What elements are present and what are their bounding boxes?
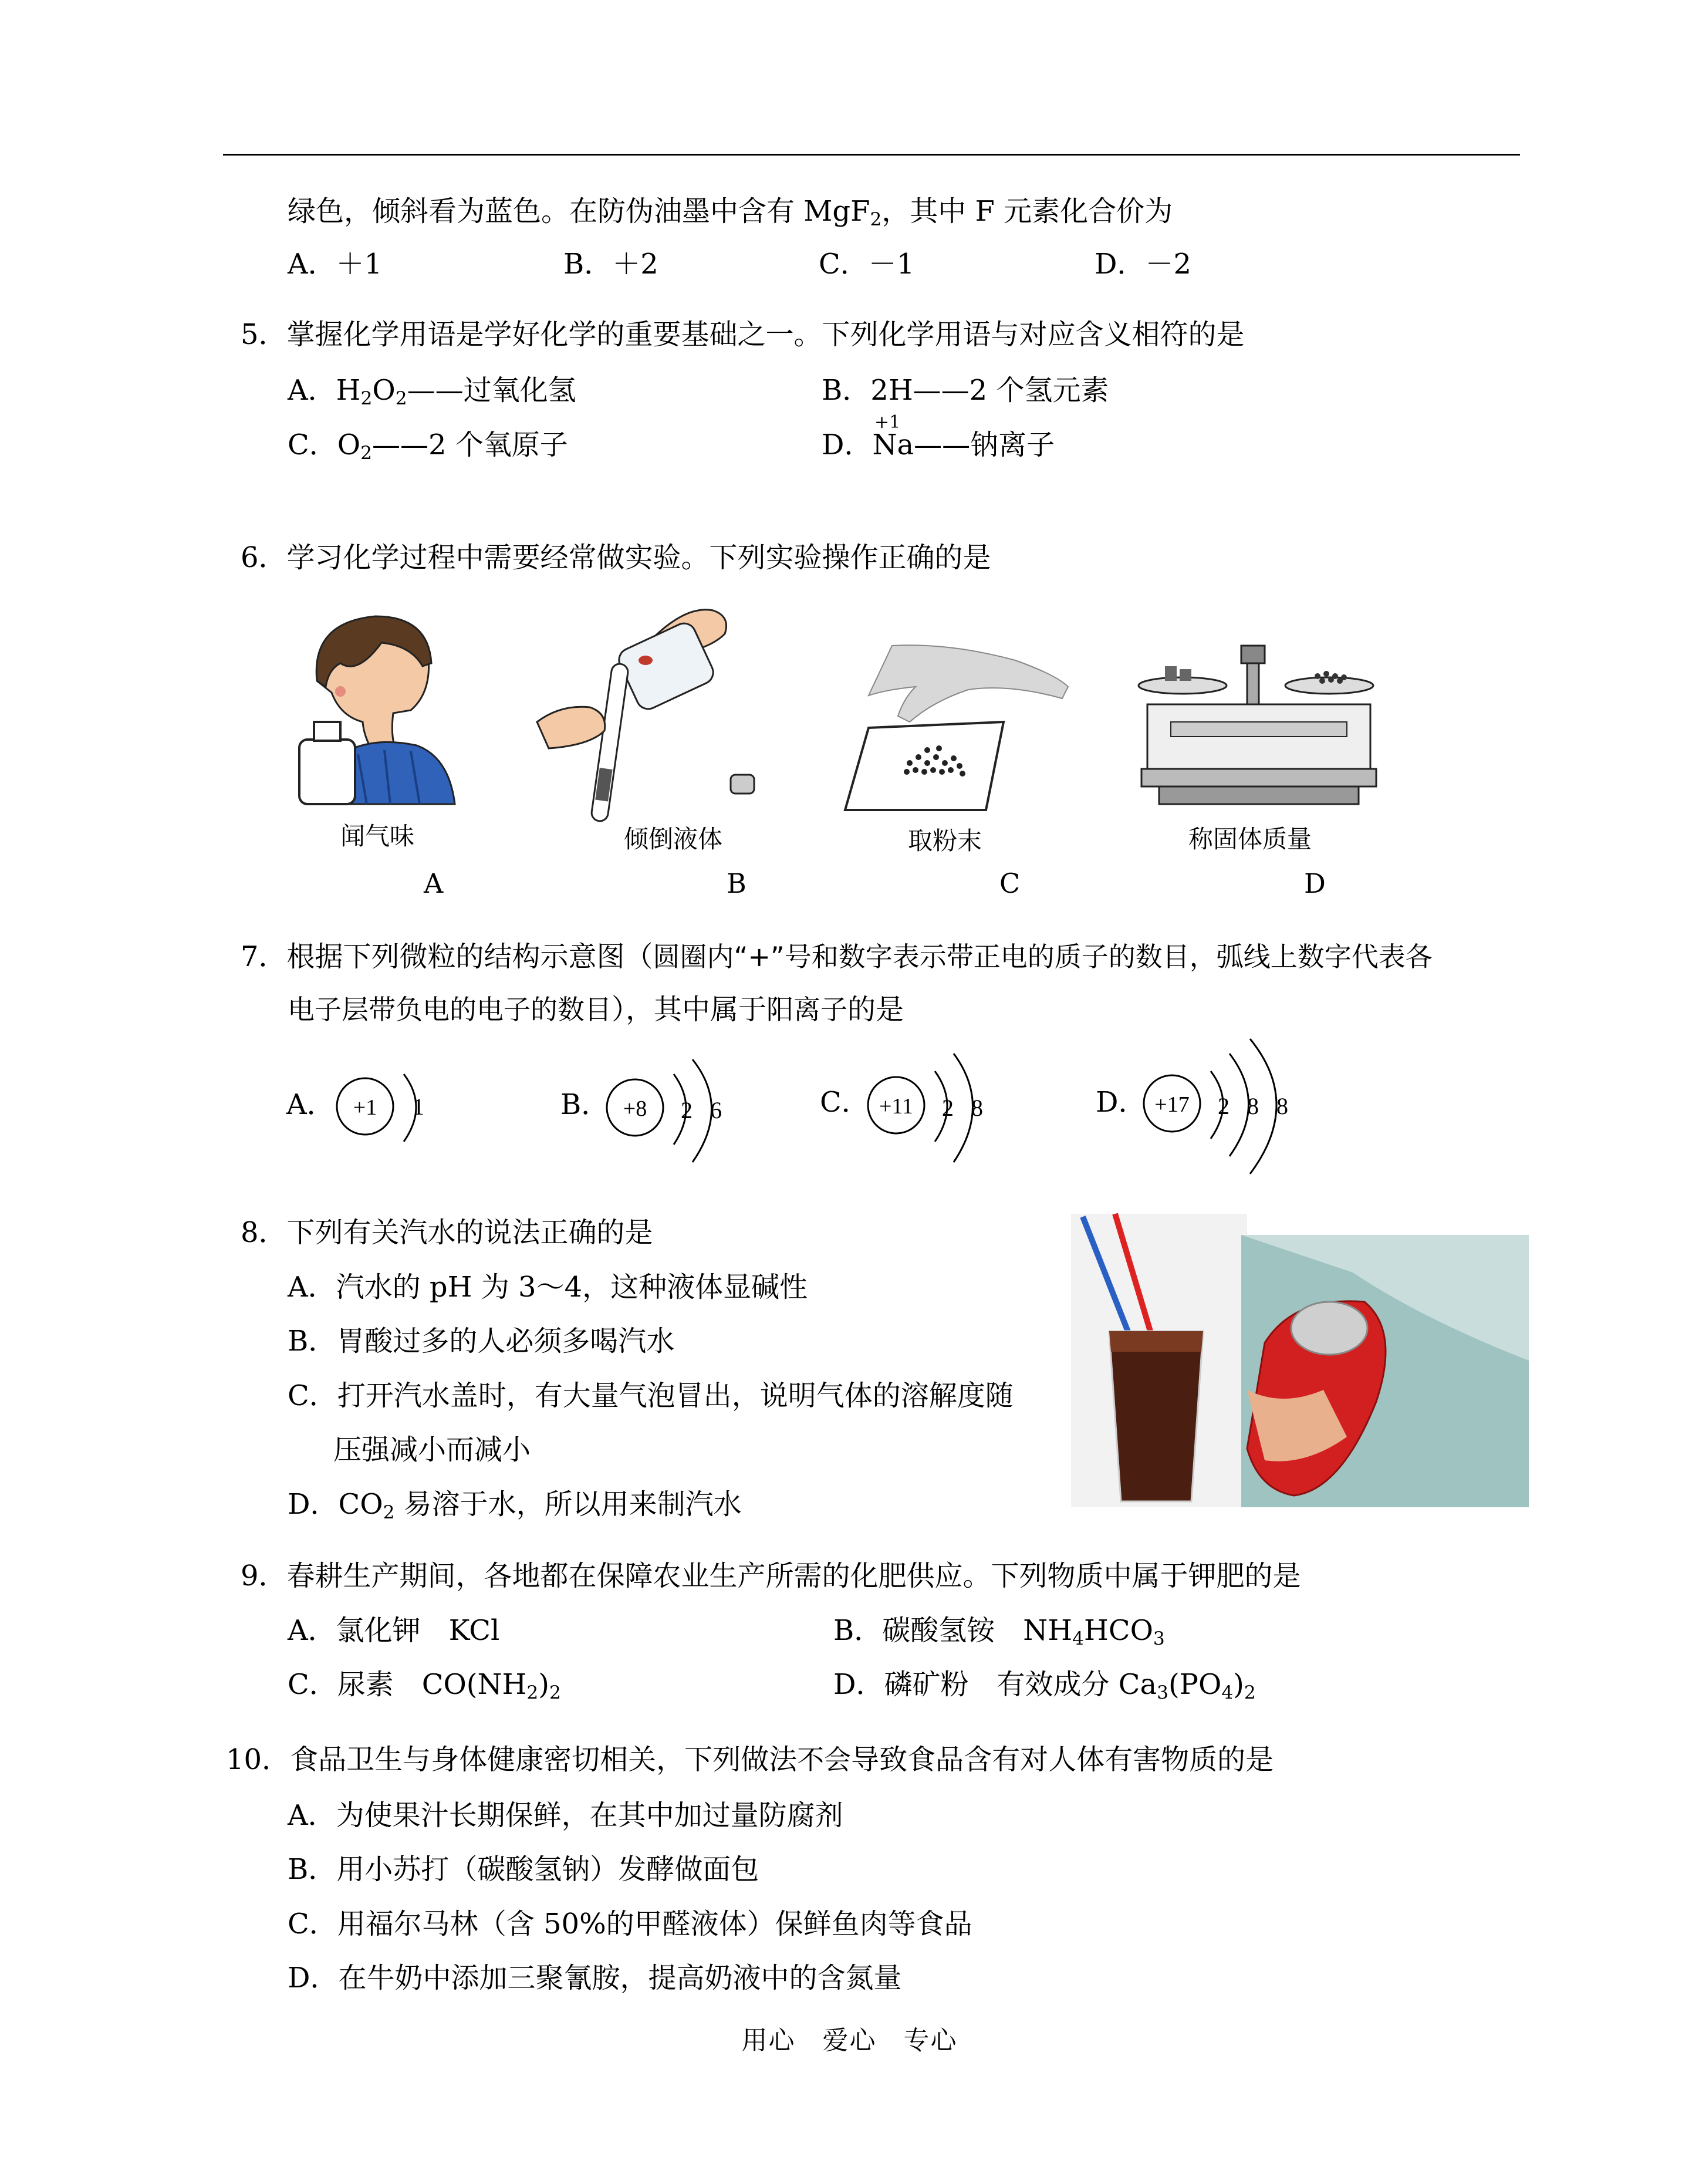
- q10-option-b: B．用小苏打（碳酸氢钠）发酵做面包: [288, 1853, 759, 1886]
- pour-illustration: [537, 599, 783, 810]
- q5-option-a: A．$H_2O_2——$过氧化氢: [288, 374, 576, 409]
- letter-b: B: [727, 867, 747, 899]
- q7-stem-line1: 7．根据下列微粒的结构示意图（圆圈内“+”号和数字表示带正电的质子的数目，弧线上数字代表各: [241, 940, 1433, 973]
- q5-option-c: C．$O_2——2$ 个氧原子: [288, 428, 568, 464]
- q7-stem-line2: 电子层带负电的电子的数目），其中属于阳离子的是: [288, 993, 904, 1026]
- atom-b-shell-1: 2: [681, 1097, 693, 1123]
- q5-stem: 5．掌握化学用语是学好化学的重要基础之一。下列化学用语与对应含义相符的是: [241, 318, 1245, 351]
- atom-a-nucleus: +1: [353, 1095, 377, 1120]
- atom-a-shell-1: 1: [413, 1093, 424, 1120]
- atom-b-diagram: [604, 1059, 734, 1171]
- atom-d-shell-3: 8: [1276, 1093, 1288, 1119]
- caption-c: 取粉末: [908, 826, 982, 855]
- atom-b-shell-2: 6: [710, 1097, 722, 1123]
- q9-option-d: D．磷矿粉 有效成分 $Ca_3(PO_4)_2$: [833, 1668, 1256, 1703]
- atom-d-label: D．: [1096, 1086, 1147, 1119]
- atom-d-diagram: [1141, 1039, 1312, 1186]
- q8-option-c-line1: C．打开汽水盖时，有大量气泡冒出，说明气体的溶解度随: [288, 1379, 1014, 1412]
- q4-option-d: D．－2: [1095, 248, 1192, 281]
- letter-a: A: [424, 867, 444, 899]
- caption-b: 倾倒液体: [624, 825, 723, 853]
- soda-photo: [1071, 1214, 1529, 1507]
- q4-stem: 绿色，倾斜看为蓝色。在防伪油墨中含有 MgF$_2$，其中 F 元素化合价为: [288, 195, 1173, 230]
- atom-d-nucleus: +17: [1154, 1092, 1190, 1117]
- q9-option-b: B．碳酸氢铵 $NH_4HCO_3$: [833, 1614, 1165, 1649]
- q10-stem: 10．食品卫生与身体健康密切相关，下列做法不会导致食品含有对人体有害物质的是: [226, 1743, 1274, 1776]
- q10-option-a: A．为使果汁长期保鲜，在其中加过量防腐剂: [288, 1799, 843, 1832]
- atom-c-shell-2: 8: [971, 1095, 983, 1121]
- q10-option-c: C．用福尔马林（含 50%的甲醛液体）保鲜鱼肉等食品: [288, 1908, 972, 1940]
- q9-stem: 9．春耕生产期间，各地都在保障农业生产所需的化肥供应。下列物质中属于钾肥的是: [241, 1559, 1301, 1592]
- q5-option-b: B．2H——2 个氢元素: [822, 374, 1109, 407]
- caption-d: 称固体质量: [1188, 825, 1312, 853]
- smell-illustration: [293, 610, 464, 810]
- atom-a-label: A．: [286, 1088, 335, 1121]
- page-footer: 用心 爱心 专心: [741, 2026, 958, 2055]
- atom-c-shell-1: 2: [942, 1095, 954, 1121]
- q8-option-c-line2: 压强减小而减小: [333, 1433, 531, 1466]
- q4-option-a: A．＋1: [288, 248, 383, 281]
- q8-stem: 8．下列有关汽水的说法正确的是: [241, 1216, 653, 1249]
- q5-valence-mark: +1: [874, 412, 901, 433]
- q8-option-d: D．$CO_2$ 易溶于水，所以用来制汽水: [288, 1488, 742, 1523]
- atom-d-shell-1: 2: [1218, 1093, 1230, 1119]
- q9-option-c: C．尿素 $CO(NH_2)_2$: [288, 1668, 561, 1703]
- q10-option-d: D．在牛奶中添加三聚氰胺，提高奶液中的含氮量: [288, 1962, 902, 1994]
- powder-illustration: [833, 646, 1080, 810]
- atom-d-shell-2: 8: [1247, 1093, 1259, 1119]
- atom-b-nucleus: +8: [623, 1096, 647, 1121]
- caption-a: 闻气味: [340, 822, 415, 850]
- header-rule: [223, 154, 1520, 156]
- atom-c-diagram: [866, 1054, 995, 1171]
- q9-option-a: A．氯化钾 KCl: [288, 1614, 500, 1647]
- q6-stem: 6．学习化学过程中需要经常做实验。下列实验操作正确的是: [241, 541, 991, 574]
- letter-c: C: [999, 867, 1021, 899]
- q8-option-b: B．胃酸过多的人必须多喝汽水: [288, 1325, 675, 1358]
- atom-a-diagram: [335, 1074, 434, 1156]
- atom-b-label: B．: [560, 1088, 610, 1121]
- q4-option-c: C．－1: [819, 248, 915, 281]
- q8-option-a: A．汽水的 pH 为 3～4，这种液体显碱性: [288, 1271, 808, 1304]
- balance-illustration: [1136, 640, 1382, 810]
- atom-c-label: C．: [820, 1086, 870, 1119]
- atom-c-nucleus: +11: [879, 1094, 914, 1119]
- q4-option-b: B．＋2: [563, 248, 658, 281]
- q5-option-d: D．Na——钠离子: [822, 428, 1055, 461]
- letter-d: D: [1304, 867, 1326, 899]
